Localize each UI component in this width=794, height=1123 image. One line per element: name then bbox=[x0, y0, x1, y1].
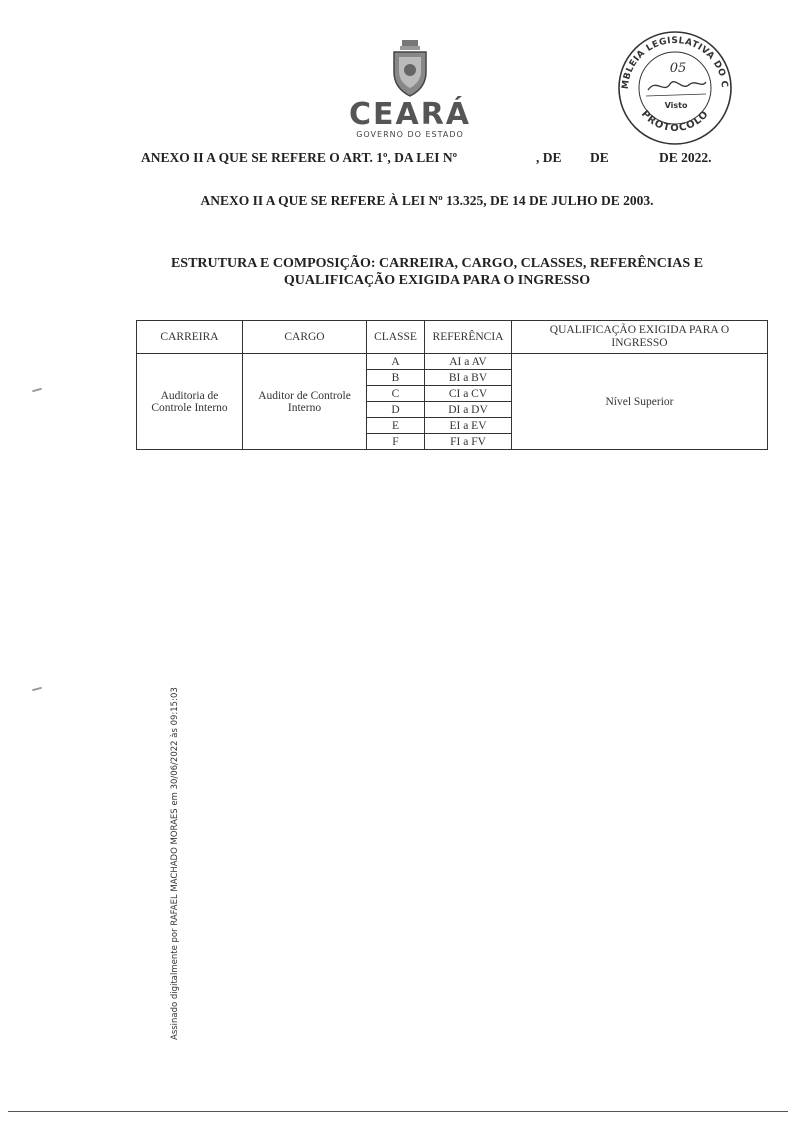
carreira-line1: Auditoria de bbox=[160, 389, 219, 402]
annex-line-1-part2: , DE bbox=[536, 150, 562, 165]
header-carreira: CARREIRA bbox=[137, 321, 243, 354]
cell-classe: D bbox=[367, 402, 425, 418]
carreira-line2: Controle Interno bbox=[151, 401, 228, 414]
cell-cargo bbox=[243, 354, 367, 450]
stamp-signature-scribble bbox=[648, 82, 706, 90]
brand-name: CEARÁ bbox=[348, 97, 472, 132]
cell-qualificacao: Nível Superior bbox=[512, 354, 768, 450]
stamp-number: 05 bbox=[669, 61, 687, 76]
annex-line-1-part4: DE 2022. bbox=[659, 150, 712, 165]
annex-line-1-part3: DE bbox=[590, 150, 609, 165]
coat-of-arms-icon bbox=[388, 38, 432, 98]
cell-referencia: FI a FV bbox=[425, 434, 512, 450]
government-logo bbox=[340, 38, 480, 142]
digital-signature-note: Assinado digitalmente por RAFAEL MACHADO MORAES em 30/06/2022 às 09:15:03 bbox=[170, 687, 180, 1040]
annex-line-1-part1: ANEXO II A QUE SE REFERE O ART. 1º, DA LEI Nº bbox=[141, 150, 458, 165]
header-qualificacao bbox=[512, 321, 768, 354]
protocol-stamp bbox=[612, 28, 738, 146]
table-row bbox=[137, 354, 768, 370]
scan-mark bbox=[32, 388, 42, 393]
brand-subtitle: GOVERNO DO ESTADO bbox=[356, 130, 464, 139]
section-title-line-1: ESTRUTURA E COMPOSIÇÃO: CARREIRA, CARGO, CLASSES, REFERÊNCIAS E bbox=[170, 256, 704, 271]
cargo-line1: Auditor de Controle bbox=[258, 389, 351, 402]
career-structure-table bbox=[136, 320, 768, 450]
stamp-org-text: MBLEIA LEGISLATIVA DO C bbox=[620, 35, 730, 90]
header-qualificacao-line1: QUALIFICAÇÃO EXIGIDA PARA O bbox=[549, 324, 730, 336]
stamp-protocolo-text: PROTOCOLO bbox=[638, 108, 712, 134]
scan-mark bbox=[32, 687, 42, 692]
cell-carreira bbox=[137, 354, 243, 450]
annex-line-2: ANEXO II A QUE SE REFERE À LEI Nº 13.325, DE 14 DE JULHO DE 2003. bbox=[200, 193, 654, 208]
cell-referencia: DI a DV bbox=[425, 402, 512, 418]
header-qualificacao-line2: INGRESSO bbox=[611, 337, 668, 349]
cell-classe: B bbox=[367, 370, 425, 386]
section-title-line-2: QUALIFICAÇÃO EXIGIDA PARA O INGRESSO bbox=[283, 273, 591, 288]
cell-classe: F bbox=[367, 434, 425, 450]
cell-classe: A bbox=[367, 354, 425, 370]
cell-referencia: CI a CV bbox=[425, 386, 512, 402]
cell-referencia: EI a EV bbox=[425, 418, 512, 434]
header-classe: CLASSE bbox=[367, 321, 425, 354]
cell-referencia: BI a BV bbox=[425, 370, 512, 386]
cargo-line2: Interno bbox=[287, 401, 322, 414]
stamp-visto: Visto bbox=[664, 101, 688, 110]
cell-referencia: AI a AV bbox=[425, 354, 512, 370]
cell-classe: C bbox=[367, 386, 425, 402]
header-cargo: CARGO bbox=[243, 321, 367, 354]
header-referencia: REFERÊNCIA bbox=[425, 321, 512, 354]
bottom-rule bbox=[8, 1111, 788, 1112]
cell-classe: E bbox=[367, 418, 425, 434]
